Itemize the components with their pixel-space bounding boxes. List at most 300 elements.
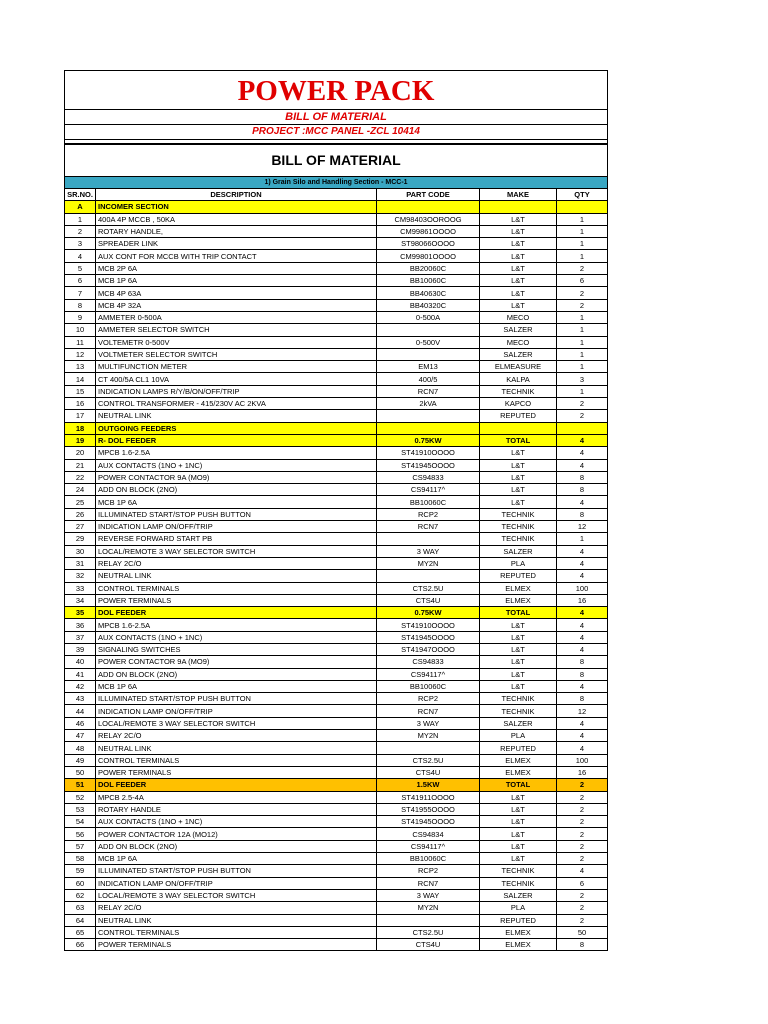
cell-make: TOTAL — [480, 607, 557, 619]
cell-qty: 50 — [557, 926, 608, 938]
cell-make: MECO — [480, 311, 557, 323]
page-title: POWER PACK — [65, 71, 607, 110]
cell-description: CONTROL TERMINALS — [96, 754, 377, 766]
cell-description: INDICATION LAMP ON/OFF/TRIP — [96, 705, 377, 717]
cell-description: MCB 1P 6A — [96, 680, 377, 692]
cell-part-code: ST41955OOOO — [377, 803, 480, 815]
table-row — [65, 619, 608, 631]
cell-make: SALZER — [480, 545, 557, 557]
cell-srno: 36 — [65, 619, 96, 631]
cell-make: ELMEX — [480, 766, 557, 778]
table-row — [65, 373, 608, 385]
cell-make: TECHNIK — [480, 865, 557, 877]
cell-description: POWER TERMINALS — [96, 766, 377, 778]
cell-description: MCB 2P 6A — [96, 262, 377, 274]
cell-part-code: BB10060C — [377, 853, 480, 865]
cell-description: CT 400/5A CL1 10VA — [96, 373, 377, 385]
cell-description: AMMETER 0-500A — [96, 311, 377, 323]
cell-description: AMMETER SELECTOR SWITCH — [96, 324, 377, 336]
cell-srno: 26 — [65, 508, 96, 520]
cell-srno: 60 — [65, 877, 96, 889]
bom-title: BILL OF MATERIAL — [64, 144, 608, 176]
cell-part-code — [377, 742, 480, 754]
cell-make: TECHNIK — [480, 705, 557, 717]
cell-srno: 63 — [65, 902, 96, 914]
cell-part-code: BB10060C — [377, 275, 480, 287]
column-header-srno: SR.NO. — [65, 189, 96, 201]
table-row — [65, 238, 608, 250]
table-row — [65, 557, 608, 569]
cell-qty: 1 — [557, 361, 608, 373]
table-row — [65, 496, 608, 508]
cell-make: L&T — [480, 828, 557, 840]
cell-description: MCB 1P 6A — [96, 496, 377, 508]
cell-make: L&T — [480, 250, 557, 262]
table-row — [65, 828, 608, 840]
cell-part-code: CM99861OOOO — [377, 225, 480, 237]
cell-description: MCB 4P 63A — [96, 287, 377, 299]
table-row — [65, 459, 608, 471]
cell-make: L&T — [480, 791, 557, 803]
cell-part-code — [377, 914, 480, 926]
cell-part-code: EM13 — [377, 361, 480, 373]
cell-description: MCB 4P 32A — [96, 299, 377, 311]
table-header-row — [65, 189, 608, 201]
table-row — [65, 594, 608, 606]
cell-description: SIGNALING SWITCHES — [96, 643, 377, 655]
table-row-heading — [65, 779, 608, 791]
cell-part-code — [377, 201, 480, 213]
cell-part-code: 1.5KW — [377, 779, 480, 791]
cell-description: INDICATION LAMPS R/Y/B/ON/OFF/TRIP — [96, 385, 377, 397]
cell-make: L&T — [480, 631, 557, 643]
cell-make: SALZER — [480, 348, 557, 360]
cell-make: L&T — [480, 459, 557, 471]
cell-make: PLA — [480, 902, 557, 914]
cell-qty: 4 — [557, 680, 608, 692]
cell-description: ILLUMINATED START/STOP PUSH BUTTON — [96, 693, 377, 705]
cell-qty: 1 — [557, 324, 608, 336]
cell-qty: 2 — [557, 828, 608, 840]
cell-description: ADD ON BLOCK (2NO) — [96, 668, 377, 680]
cell-make: L&T — [480, 656, 557, 668]
table-row — [65, 643, 608, 655]
cell-description: CONTROL TRANSFORMER - 415/230V AC 2KVA — [96, 398, 377, 410]
cell-srno: 14 — [65, 373, 96, 385]
cell-part-code: RCN7 — [377, 385, 480, 397]
cell-qty: 4 — [557, 631, 608, 643]
cell-part-code — [377, 348, 480, 360]
cell-make: L&T — [480, 496, 557, 508]
cell-qty: 6 — [557, 275, 608, 287]
cell-part-code: CTS4U — [377, 766, 480, 778]
cell-description: MPCB 1.6-2.5A — [96, 619, 377, 631]
table-row — [65, 348, 608, 360]
cell-make: TECHNIK — [480, 877, 557, 889]
cell-part-code: RCP2 — [377, 508, 480, 520]
table-row — [65, 471, 608, 483]
cell-description: RELAY 2C/O — [96, 557, 377, 569]
cell-part-code: ST41945OOOO — [377, 459, 480, 471]
cell-make: SALZER — [480, 889, 557, 901]
cell-description: AUX CONT FOR MCCB WITH TRIP CONTACT — [96, 250, 377, 262]
cell-qty: 2 — [557, 803, 608, 815]
cell-part-code: CS94117^ — [377, 668, 480, 680]
cell-srno: 34 — [65, 594, 96, 606]
cell-srno: 39 — [65, 643, 96, 655]
cell-qty: 4 — [557, 730, 608, 742]
cell-part-code: CM98403OOROOG — [377, 213, 480, 225]
table-row-heading — [65, 201, 608, 213]
cell-qty: 2 — [557, 398, 608, 410]
cell-srno: 31 — [65, 557, 96, 569]
cell-make: L&T — [480, 643, 557, 655]
cell-make: L&T — [480, 680, 557, 692]
cell-srno: 66 — [65, 939, 96, 951]
cell-srno: 48 — [65, 742, 96, 754]
cell-part-code: ST41911OOOO — [377, 791, 480, 803]
cell-description: VOLTEMETR 0-500V — [96, 336, 377, 348]
cell-part-code: BB10060C — [377, 680, 480, 692]
cell-srno: 58 — [65, 853, 96, 865]
cell-srno: 24 — [65, 484, 96, 496]
cell-description: POWER CONTACTOR 12A (MO12) — [96, 828, 377, 840]
cell-part-code: BB20060C — [377, 262, 480, 274]
cell-make: PLA — [480, 730, 557, 742]
cell-srno: 43 — [65, 693, 96, 705]
cell-part-code: BB10060C — [377, 496, 480, 508]
cell-srno: 20 — [65, 447, 96, 459]
cell-srno: 56 — [65, 828, 96, 840]
cell-srno: 16 — [65, 398, 96, 410]
cell-description: AUX CONTACTS (1NO + 1NC) — [96, 631, 377, 643]
cell-srno: 44 — [65, 705, 96, 717]
cell-srno: 12 — [65, 348, 96, 360]
table-row — [65, 730, 608, 742]
table-row — [65, 508, 608, 520]
cell-qty: 8 — [557, 656, 608, 668]
cell-part-code: RCN7 — [377, 877, 480, 889]
cell-qty: 2 — [557, 853, 608, 865]
cell-make: ELMEX — [480, 594, 557, 606]
cell-srno: 17 — [65, 410, 96, 422]
cell-make: TECHNIK — [480, 521, 557, 533]
cell-part-code: CTS4U — [377, 939, 480, 951]
column-header-part-code: PART CODE — [377, 189, 480, 201]
cell-qty: 1 — [557, 385, 608, 397]
cell-srno: 19 — [65, 434, 96, 446]
cell-make: TOTAL — [480, 779, 557, 791]
cell-description: POWER TERMINALS — [96, 939, 377, 951]
bom-table — [64, 188, 608, 951]
table-row — [65, 336, 608, 348]
cell-make: TECHNIK — [480, 508, 557, 520]
cell-part-code: CS94117^ — [377, 840, 480, 852]
cell-qty: 4 — [557, 447, 608, 459]
table-row — [65, 926, 608, 938]
cell-description: ROTARY HANDLE, — [96, 225, 377, 237]
cell-description: ROTARY HANDLE — [96, 803, 377, 815]
table-row — [65, 680, 608, 692]
table-row — [65, 299, 608, 311]
cell-part-code: MY2N — [377, 557, 480, 569]
cell-part-code: 3 WAY — [377, 889, 480, 901]
cell-make: L&T — [480, 238, 557, 250]
column-header-make: MAKE — [480, 189, 557, 201]
cell-description: AUX CONTACTS (1NO + 1NC) — [96, 459, 377, 471]
cell-description: RELAY 2C/O — [96, 902, 377, 914]
cell-srno: 27 — [65, 521, 96, 533]
table-row — [65, 275, 608, 287]
cell-description: NEUTRAL LINK — [96, 410, 377, 422]
cell-make: L&T — [480, 447, 557, 459]
table-row — [65, 902, 608, 914]
cell-make — [480, 201, 557, 213]
cell-qty: 2 — [557, 299, 608, 311]
cell-part-code — [377, 410, 480, 422]
cell-make: L&T — [480, 213, 557, 225]
cell-srno: 21 — [65, 459, 96, 471]
cell-srno: 37 — [65, 631, 96, 643]
table-row-heading — [65, 434, 608, 446]
cell-srno: 5 — [65, 262, 96, 274]
cell-srno: 3 — [65, 238, 96, 250]
cell-srno: 35 — [65, 607, 96, 619]
cell-part-code: 400/5 — [377, 373, 480, 385]
cell-srno: 52 — [65, 791, 96, 803]
cell-make: ELMEX — [480, 939, 557, 951]
table-row — [65, 398, 608, 410]
table-row — [65, 311, 608, 323]
cell-srno: 8 — [65, 299, 96, 311]
cell-part-code: CS94833 — [377, 656, 480, 668]
cell-srno: 64 — [65, 914, 96, 926]
cell-make: TOTAL — [480, 434, 557, 446]
cell-description: ADD ON BLOCK (2NO) — [96, 840, 377, 852]
table-row — [65, 262, 608, 274]
cell-srno: 2 — [65, 225, 96, 237]
cell-part-code: ST41945OOOO — [377, 816, 480, 828]
cell-srno: 32 — [65, 570, 96, 582]
table-row — [65, 385, 608, 397]
cell-description: VOLTMETER SELECTOR SWITCH — [96, 348, 377, 360]
cell-part-code: 0.75KW — [377, 607, 480, 619]
cell-description: INDICATION LAMP ON/OFF/TRIP — [96, 877, 377, 889]
cell-part-code: CM99801OOOO — [377, 250, 480, 262]
cell-srno: 7 — [65, 287, 96, 299]
cell-qty: 4 — [557, 496, 608, 508]
cell-srno: 47 — [65, 730, 96, 742]
table-row — [65, 570, 608, 582]
project-label: PROJECT :MCC PANEL -ZCL 10414 — [65, 125, 607, 140]
cell-qty: 1 — [557, 250, 608, 262]
cell-make: ELMEX — [480, 754, 557, 766]
cell-make: SALZER — [480, 324, 557, 336]
cell-qty: 1 — [557, 213, 608, 225]
section-title: 1) Grain Silo and Handling Section - MCC-1 — [64, 176, 608, 188]
table-row — [65, 939, 608, 951]
cell-part-code: RCP2 — [377, 865, 480, 877]
cell-qty: 2 — [557, 779, 608, 791]
table-row — [65, 816, 608, 828]
table-body — [65, 201, 608, 951]
cell-description: MCB 1P 6A — [96, 275, 377, 287]
cell-make: L&T — [480, 287, 557, 299]
cell-make: TECHNIK — [480, 693, 557, 705]
table-row — [65, 545, 608, 557]
cell-make: L&T — [480, 225, 557, 237]
sheet-header — [64, 70, 608, 144]
cell-part-code: CS94834 — [377, 828, 480, 840]
cell-description: MPCB 1.6-2.5A — [96, 447, 377, 459]
table-row — [65, 250, 608, 262]
cell-description: CONTROL TERMINALS — [96, 926, 377, 938]
cell-srno: 10 — [65, 324, 96, 336]
cell-srno: 9 — [65, 311, 96, 323]
cell-description: ADD ON BLOCK (2NO) — [96, 484, 377, 496]
cell-part-code: ST41910OOOO — [377, 619, 480, 631]
cell-part-code: ST41947OOOO — [377, 643, 480, 655]
cell-make: REPUTED — [480, 410, 557, 422]
cell-qty: 4 — [557, 570, 608, 582]
cell-srno: 49 — [65, 754, 96, 766]
cell-make: MECO — [480, 336, 557, 348]
cell-description: AUX CONTACTS (1NO + 1NC) — [96, 816, 377, 828]
cell-part-code: CTS2.5U — [377, 582, 480, 594]
cell-part-code — [377, 533, 480, 545]
cell-part-code: ST98066OOOO — [377, 238, 480, 250]
cell-description: SPREADER LINK — [96, 238, 377, 250]
cell-qty: 4 — [557, 643, 608, 655]
cell-qty: 4 — [557, 619, 608, 631]
cell-srno: 4 — [65, 250, 96, 262]
cell-qty: 8 — [557, 939, 608, 951]
table-row — [65, 693, 608, 705]
cell-qty: 4 — [557, 459, 608, 471]
cell-qty: 2 — [557, 410, 608, 422]
cell-part-code — [377, 570, 480, 582]
cell-qty: 1 — [557, 311, 608, 323]
cell-part-code: CTS2.5U — [377, 754, 480, 766]
cell-srno: 46 — [65, 717, 96, 729]
table-row — [65, 213, 608, 225]
cell-part-code: CS94117^ — [377, 484, 480, 496]
cell-qty: 3 — [557, 373, 608, 385]
column-header-qty: QTY — [557, 189, 608, 201]
cell-make: L&T — [480, 275, 557, 287]
cell-srno: 59 — [65, 865, 96, 877]
cell-srno: 29 — [65, 533, 96, 545]
cell-qty: 2 — [557, 816, 608, 828]
cell-part-code: CTS2.5U — [377, 926, 480, 938]
cell-qty: 4 — [557, 742, 608, 754]
cell-srno: 40 — [65, 656, 96, 668]
cell-description: INCOMER SECTION — [96, 201, 377, 213]
cell-description: ILLUMINATED START/STOP PUSH BUTTON — [96, 865, 377, 877]
cell-description: ILLUMINATED START/STOP PUSH BUTTON — [96, 508, 377, 520]
cell-qty: 4 — [557, 717, 608, 729]
table-row — [65, 361, 608, 373]
cell-srno: 6 — [65, 275, 96, 287]
cell-part-code: ST41910OOOO — [377, 447, 480, 459]
table-row — [65, 324, 608, 336]
cell-description: LOCAL/REMOTE 3 WAY SELECTOR SWITCH — [96, 889, 377, 901]
cell-part-code: MY2N — [377, 902, 480, 914]
table-row — [65, 853, 608, 865]
cell-part-code — [377, 324, 480, 336]
cell-description: DOL FEEDER — [96, 607, 377, 619]
table-row — [65, 287, 608, 299]
table-row — [65, 717, 608, 729]
cell-srno: 15 — [65, 385, 96, 397]
cell-description: 400A 4P MCCB , 50KA — [96, 213, 377, 225]
cell-qty: 2 — [557, 840, 608, 852]
table-row — [65, 889, 608, 901]
cell-part-code: CTS4U — [377, 594, 480, 606]
cell-description: POWER CONTACTOR 9A (MO9) — [96, 471, 377, 483]
cell-qty: 2 — [557, 791, 608, 803]
cell-make: L&T — [480, 803, 557, 815]
cell-qty: 2 — [557, 287, 608, 299]
cell-part-code: RCP2 — [377, 693, 480, 705]
cell-qty: 2 — [557, 262, 608, 274]
table-row — [65, 533, 608, 545]
cell-qty: 8 — [557, 508, 608, 520]
cell-qty: 2 — [557, 914, 608, 926]
cell-make: REPUTED — [480, 914, 557, 926]
cell-make: TECHNIK — [480, 385, 557, 397]
table-row — [65, 225, 608, 237]
table-row — [65, 447, 608, 459]
cell-srno: 18 — [65, 422, 96, 434]
cell-qty: 2 — [557, 889, 608, 901]
cell-description: POWER TERMINALS — [96, 594, 377, 606]
cell-make: ELMEX — [480, 582, 557, 594]
cell-description: NEUTRAL LINK — [96, 742, 377, 754]
table-row — [65, 914, 608, 926]
cell-make: L&T — [480, 668, 557, 680]
cell-part-code — [377, 422, 480, 434]
table-row — [65, 582, 608, 594]
table-row — [65, 521, 608, 533]
cell-qty: 8 — [557, 471, 608, 483]
cell-part-code: 3 WAY — [377, 717, 480, 729]
cell-qty — [557, 422, 608, 434]
cell-qty: 4 — [557, 865, 608, 877]
cell-srno: 42 — [65, 680, 96, 692]
cell-srno: 51 — [65, 779, 96, 791]
cell-qty: 16 — [557, 766, 608, 778]
cell-description: DOL FEEDER — [96, 779, 377, 791]
cell-make: TECHNIK — [480, 533, 557, 545]
cell-part-code: 0.75KW — [377, 434, 480, 446]
cell-make: L&T — [480, 619, 557, 631]
cell-make: L&T — [480, 853, 557, 865]
cell-make: KAPCO — [480, 398, 557, 410]
cell-qty: 6 — [557, 877, 608, 889]
table-row-heading — [65, 607, 608, 619]
cell-make: REPUTED — [480, 742, 557, 754]
cell-make: L&T — [480, 471, 557, 483]
cell-srno: 54 — [65, 816, 96, 828]
cell-qty: 8 — [557, 693, 608, 705]
column-header-description: DESCRIPTION — [96, 189, 377, 201]
cell-qty: 8 — [557, 668, 608, 680]
cell-description: CONTROL TERMINALS — [96, 582, 377, 594]
cell-make: ELMEX — [480, 926, 557, 938]
cell-part-code: 2kVA — [377, 398, 480, 410]
cell-qty: 12 — [557, 521, 608, 533]
